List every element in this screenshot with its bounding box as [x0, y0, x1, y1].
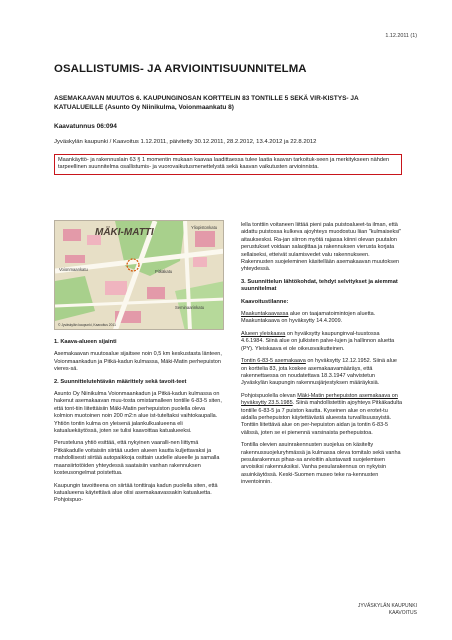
text: on hyväksytty kaupunginval-tuustossa 4.6.1984. Siinä alue on julkisten palve-lujen ja hallinnon aluetta (PY). Yleiskaava ei ole oikeusvaikutteinen. [241, 330, 395, 352]
footer-organization: JYVÄSKYLÄN KAUPUNKI [357, 603, 417, 609]
tontti-asemakaava-link: Tontin 6-83-5 asemakaava [241, 358, 306, 365]
section-paragraph: lella tonttiin voitaneen liittää pieni pala puistoalueet-ta ilman, että aidattu puistossa kulkeva ajoyhteys muodostuu liian "kulmaiseksi" aitauksesksi. Ra-jan siirron myötä rajassa kiinni olevan puutalon perustukset voidaan salaojittaa ja rakennuksen vierusta korjata sellaiseksi, etteivät sulamisvedet valu rakennukseen. Rakennusten suojeleminen käsitellään asemakaavan muutoksen yhteydessä. [241, 222, 402, 273]
footer [358, 603, 417, 616]
section-heading: 3. Suunnittelun lähtökohdat, tehdyt selvitykset ja aiemmat suunnitelmat [241, 278, 398, 293]
section-paragraph: Asunto Oy Niinikulma Voionmaankadun ja Pitkä-kadun kulmassa on hakenut asemakaavan muu-tosta omistamalleen tontille 6-83-5 siten, että tont-tiin liitettäisiin Mäki-Matin perhepuiston puolella oleva kolmion muotoinen noin 200 m2:n alue ist-tuteltaksi vaihtokaupalla. Yhtiön tontin kulma on yleisenä jalankulkualueena eli katualuekäytössä, joten se tulisi kaavoittaa katualueeksi. [54, 391, 222, 435]
map-district-label: MÄKI-MATTI [95, 227, 154, 238]
section-paragraph [241, 393, 403, 437]
map-copyright: © Jyväskylän kaupunki, Kaavoitus 2011 [58, 323, 116, 327]
right-column [241, 222, 403, 492]
map-street-label: Yliopistonkatu [191, 225, 218, 230]
section-paragraph: Tontilla olevien asuinrakennusten suojelua on käsitelty rakennussuojeluryhmässä ja kulmassa oleva tomitalo sekä vanha pesularakennus pihas-sa arvioitiin alustavasti suojelemisen arvoisiksi rakennuksiksi. Vanha pesularakennus on nykyisin asuinkäytössä. Keski-Suomen museo teke ra-kennusten inventoinnin. [241, 442, 401, 486]
section-paragraph: Asemakaavan muutosalue sijaitsee noin 0,5 km keskustasta länteen, Voionmaankadun ja Pitkä-kadun kulmassa, Mäki-Matin perhepuiston vieres-sä. [54, 351, 222, 373]
left-column [54, 339, 224, 510]
plan-number: Kaavatunnus 06:094 [54, 123, 117, 130]
section-paragraph: Perusteluna yhtiö esittää, että nykyinen vaaralli-nen liittymä Pitkäkadulle voitaisiin siirtää uuden alueen kautta kuljettavaksi ja mahdollisesti siirtää autopaikkoja osittain uudelle alueelle ja samalla maansiirtotöiden yhteydessä saataisiin vanhan rakennuksen kosteusongelmat poistettua. [54, 440, 220, 477]
location-map [54, 220, 224, 330]
section-paragraph: Kaupungin tavoitteena on siirtää tonttiraja kadun puolella siten, että katualueena käytettävä alue olisi asemakaavassakin katualuetta. Pohjoispuo- [54, 482, 218, 504]
yleiskaava-link: Alueen yleiskaava [241, 330, 286, 337]
maakuntakaava-link: Maakuntakaavassa [241, 311, 289, 318]
text: . Siinä mahdollistettiin ajoyhteys Pitkäkadulta tontille 6-83-5 ja 7 puiston kautta. Kyseinen alue on erotet-tu aidalla perhepuiston käytettävästä alueesta turvallisuussyistä. Tonttiin liitettävä alue on per-hepuiston aidan ja tontin 6-83-5 välissä, joten se ei pienennä varsinaista perhepuistoa. [241, 400, 403, 436]
subsection-heading: Kaavoitustilanne: [241, 298, 289, 305]
section-paragraph [241, 311, 403, 326]
section-heading: 2. Suunnittelutehtävän määrittely sekä tavoit-teet [54, 378, 187, 385]
perhepuisto-link: Mäki-Matin perhepuiston asemakaava on hyväksytty 23.5.1985 [241, 392, 398, 407]
legal-notice-box: Maankäyttö- ja rakennuslain 63 § 1 momentin mukaan kaavaa laadittaessa tulee laatia kaavan tarkoituk-seen ja merkitykseen nähden tarpeellinen suunnitelma osallistumis- ja vuorovaikutusmenettelystä sekä kaavan vaikutusten arvioinnista. [54, 154, 402, 175]
text: on hyväksytty 12.12.1952. Siinä alue on korttelia 83, jota koskee asemakaavamääräys, että rakennettaessa on noudatettava 18.3.1947 vahvistetun Jyväskylän kaupungin rakennusjärjestyksen määräyksiä. [241, 358, 397, 387]
text: alue on taajamatoimintojen aluetta. Maakuntakaava on hyväksytty 14.4.2009. [241, 311, 376, 325]
document-title: OSALLISTUMIS- JA ARVIOINTISUUNNITELMA [54, 63, 307, 75]
text: Pohjoispuolella olevan [241, 392, 298, 399]
footer-department: KAAVOITUS [388, 609, 417, 616]
document-subtitle: ASEMAKAAVAN MUUTOS 6. KAUPUNGINOSAN KORTTELIN 83 TONTILLE 5 SEKÄ VIR-KISTYS- JA KATUALUEILLE (Asunto Oy Niinikulma, Voionmaankatu 8) [54, 95, 359, 112]
map-street-label: Voionmaankatu [59, 267, 88, 272]
section-heading: 1. Kaava-alueen sijainti [54, 339, 117, 345]
section-paragraph [241, 358, 403, 388]
document-dates: Jyväskylän kaupunki / Kaavoitus 1.12.2011, päivitetty 30.12.2011, 28.2.2012, 13.4.2012 ja 22.8.2012 [54, 139, 317, 145]
section-paragraph [241, 331, 403, 353]
page-number: 1.12.2011 (1) [385, 33, 417, 39]
map-street-label: Pitkäkatu [155, 269, 173, 274]
map-street-label: Seminaarinkatu [175, 305, 205, 310]
